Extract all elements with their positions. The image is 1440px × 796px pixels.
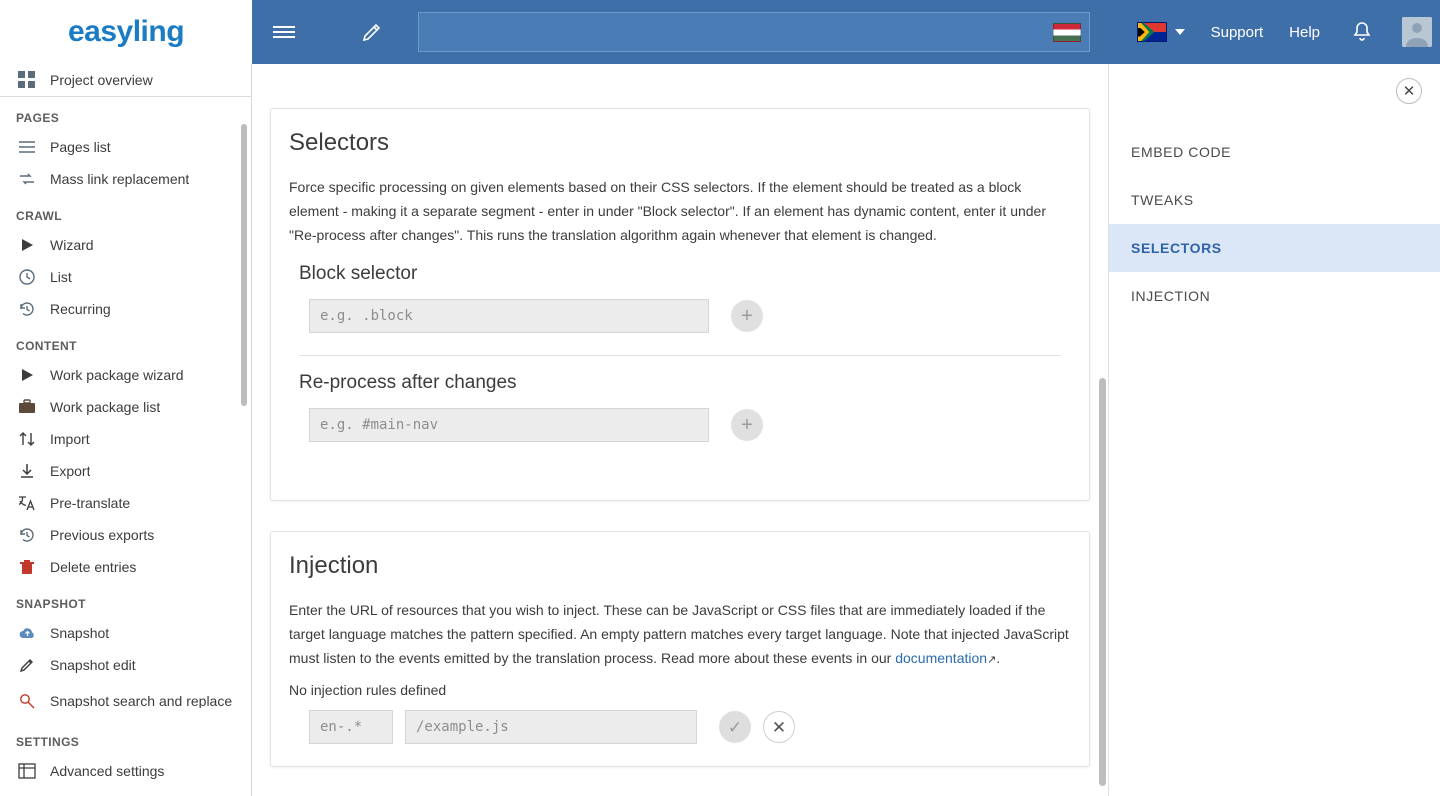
reprocess-row bbox=[309, 408, 1071, 442]
sidebar-item-label: Pre-translate bbox=[50, 495, 131, 511]
reprocess-input[interactable] bbox=[309, 408, 709, 442]
sidebar-item-snapshot[interactable] bbox=[0, 617, 251, 649]
block-selector-label: Block selector bbox=[299, 263, 418, 284]
block-selector-row bbox=[309, 299, 1071, 333]
sidebar-item-label: Snapshot bbox=[50, 625, 110, 641]
sidebar-scrollbar-thumb[interactable] bbox=[241, 124, 247, 406]
sidebar-item-import[interactable] bbox=[0, 423, 251, 455]
sidebar-item-snapshot-search-and-replace[interactable] bbox=[0, 681, 251, 721]
injection-rule-row bbox=[309, 710, 1071, 744]
pencil-icon[interactable] bbox=[344, 0, 400, 64]
play-icon bbox=[16, 364, 38, 386]
translate-icon bbox=[16, 492, 38, 514]
sidebar-item-snapshot-edit[interactable] bbox=[0, 649, 251, 681]
sidebar bbox=[0, 64, 252, 796]
sidebar-item-label: Delete entries bbox=[50, 559, 137, 575]
sidebar-item-wizard[interactable] bbox=[0, 229, 251, 261]
right-panel-item-embed-code[interactable]: EMBED CODE bbox=[1131, 144, 1232, 160]
search-area bbox=[400, 12, 1123, 52]
sidebar-item-project-overview[interactable] bbox=[0, 64, 251, 96]
sidebar-item-label: Snapshot edit bbox=[50, 657, 136, 673]
cancel-injection-button[interactable]: ✕ bbox=[763, 711, 795, 743]
injection-url-input[interactable] bbox=[405, 710, 697, 744]
sidebar-item-label: Wizard bbox=[50, 237, 94, 253]
external-link-icon: ↗ bbox=[987, 654, 997, 666]
sidebar-item-recurring[interactable] bbox=[0, 293, 251, 325]
chevron-down-icon[interactable] bbox=[1175, 29, 1185, 35]
main-content bbox=[252, 64, 1108, 796]
sidebar-item-list[interactable] bbox=[0, 261, 251, 293]
pencil-icon bbox=[16, 654, 38, 676]
search-input[interactable] bbox=[419, 13, 1053, 51]
sidebar-item-advanced-settings[interactable] bbox=[0, 755, 251, 787]
history-icon bbox=[16, 524, 38, 546]
content-scrollbar-thumb[interactable] bbox=[1099, 378, 1106, 786]
sidebar-heading-snapshot: SNAPSHOT bbox=[16, 597, 86, 611]
sidebar-item-pages-list[interactable] bbox=[0, 131, 251, 163]
injection-pattern-input[interactable] bbox=[309, 710, 393, 744]
south-africa-flag-icon bbox=[1137, 22, 1167, 42]
divider bbox=[299, 355, 1061, 356]
selectors-card bbox=[270, 108, 1090, 501]
logo-text: easyling bbox=[67, 15, 185, 48]
download-icon bbox=[16, 460, 38, 482]
search-box[interactable] bbox=[418, 12, 1090, 52]
briefcase-icon bbox=[16, 396, 38, 418]
help-link[interactable]: Help bbox=[1289, 23, 1320, 41]
sidebar-item-label: Recurring bbox=[50, 301, 111, 317]
top-bar bbox=[0, 0, 1440, 64]
support-link[interactable]: Support bbox=[1210, 23, 1264, 41]
sidebar-heading-pages: PAGES bbox=[16, 111, 60, 125]
sidebar-item-label: Advanced settings bbox=[50, 763, 165, 779]
sidebar-item-mass-link-replacement[interactable] bbox=[0, 163, 251, 195]
sidebar-item-label: Export bbox=[50, 463, 91, 479]
import-arrows-icon bbox=[16, 428, 38, 450]
no-injection-rules-text: No injection rules defined bbox=[289, 682, 447, 698]
hamburger-icon[interactable] bbox=[252, 0, 316, 64]
page-title: Selectors bbox=[289, 129, 390, 156]
sidebar-item-label: Import bbox=[50, 431, 90, 447]
sliders-icon bbox=[16, 760, 38, 782]
sidebar-item-export[interactable] bbox=[0, 455, 251, 487]
injection-card bbox=[270, 531, 1090, 767]
play-icon bbox=[16, 234, 38, 256]
sidebar-item-label: List bbox=[50, 269, 72, 285]
add-block-selector-button[interactable]: + bbox=[731, 300, 763, 332]
sidebar-heading-settings: SETTINGS bbox=[16, 735, 80, 749]
reprocess-label: Re-process after changes bbox=[299, 372, 517, 393]
sidebar-item-label: Work package list bbox=[50, 399, 161, 415]
search-replace-icon bbox=[16, 690, 38, 712]
sidebar-item-pre-translate[interactable] bbox=[0, 487, 251, 519]
history-icon bbox=[16, 298, 38, 320]
target-language-selector[interactable] bbox=[1137, 22, 1185, 42]
sidebar-item-work-package-wizard[interactable] bbox=[0, 359, 251, 391]
sidebar-item-label: Project overview bbox=[50, 72, 153, 88]
sidebar-item-delete-entries[interactable] bbox=[0, 551, 251, 583]
block-selector-input[interactable] bbox=[309, 299, 709, 333]
link-swap-icon bbox=[16, 168, 38, 190]
sidebar-scroll bbox=[0, 64, 251, 796]
injection-description bbox=[289, 598, 1071, 672]
grid-icon bbox=[16, 69, 38, 91]
sidebar-item-previous-exports[interactable] bbox=[0, 519, 251, 551]
sidebar-item-label: Work package wizard bbox=[50, 367, 184, 383]
sidebar-heading-crawl: CRAWL bbox=[16, 209, 62, 223]
injection-title: Injection bbox=[289, 552, 379, 579]
sidebar-scrollbar[interactable] bbox=[243, 64, 249, 796]
injection-description-text: Enter the URL of resources that you wish to inject. These can be JavaScript or CSS files that are immediately loaded if the target language matches the pattern specified. An empty pattern matches every target language. Note that injected JavaScript must listen to the events emitted by the translation process. Read more about these events in our bbox=[289, 602, 1069, 666]
right-panel bbox=[1108, 64, 1440, 796]
injection-description-end: . bbox=[996, 650, 1001, 666]
right-panel-item-tweaks[interactable]: TWEAKS bbox=[1131, 192, 1194, 208]
sidebar-item-label: Mass link replacement bbox=[50, 171, 190, 187]
logo[interactable] bbox=[0, 0, 252, 64]
hungary-flag-icon bbox=[1053, 23, 1081, 42]
trash-icon bbox=[16, 556, 38, 578]
right-panel-item-injection[interactable]: INJECTION bbox=[1131, 288, 1211, 304]
sidebar-heading-content: CONTENT bbox=[16, 339, 77, 353]
notification-bell-icon[interactable] bbox=[1350, 20, 1374, 44]
right-panel-item-selectors[interactable]: SELECTORS bbox=[1109, 224, 1440, 272]
sidebar-item-label: Snapshot search and replace bbox=[50, 694, 233, 708]
selectors-description: Force specific processing on given elements based on their CSS selectors. If the element should be treated as a block element - making it a separate segment - enter in under "Block selector". If an element has dynamic content, enter it under "Re-process after changes". This runs the translation algorithm again whenever that element is changed. bbox=[289, 179, 1046, 243]
add-reprocess-button[interactable]: + bbox=[731, 409, 763, 441]
sidebar-item-label: Pages list bbox=[50, 139, 111, 155]
documentation-link[interactable]: documentation bbox=[895, 650, 988, 666]
sidebar-item-work-package-list[interactable] bbox=[0, 391, 251, 423]
close-icon[interactable]: ✕ bbox=[1396, 78, 1422, 104]
clock-icon bbox=[16, 266, 38, 288]
confirm-injection-button[interactable]: ✓ bbox=[719, 711, 751, 743]
sidebar-item-label: Previous exports bbox=[50, 527, 155, 543]
avatar[interactable] bbox=[1402, 17, 1432, 47]
cloud-upload-icon bbox=[16, 622, 38, 644]
list-icon bbox=[16, 136, 38, 158]
